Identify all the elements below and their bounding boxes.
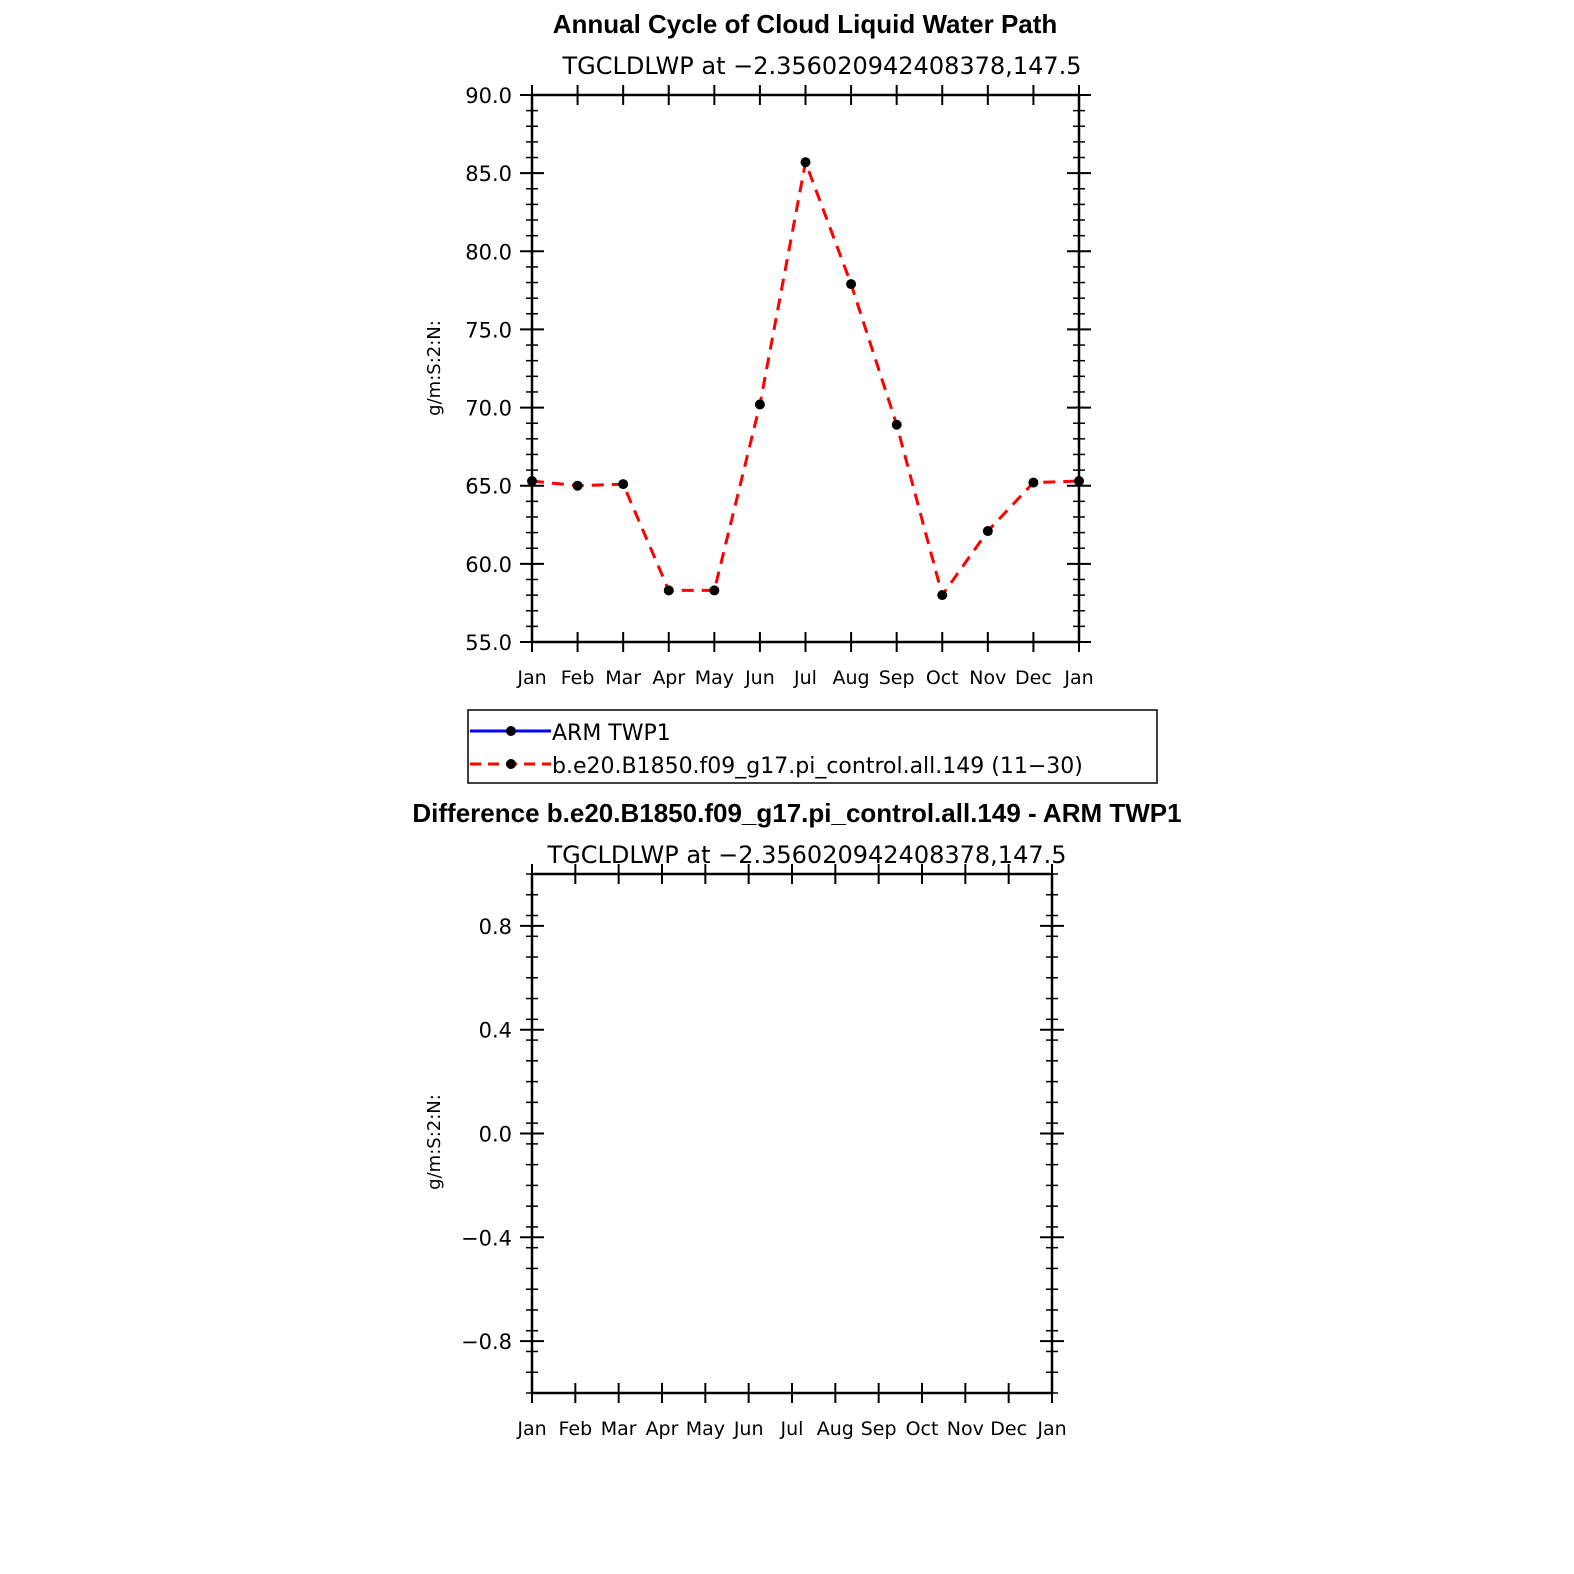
bottom-chart-x-tick-label: Jan xyxy=(517,1418,547,1440)
legend-entry-model: b.e20.B1850.f09_g17.pi_control.all.149 (11−30) xyxy=(552,754,1083,779)
top-chart-x-tick-label: Sep xyxy=(878,667,915,689)
top-chart-series-1-point xyxy=(664,585,674,595)
top-chart-series-1-point xyxy=(983,526,993,536)
bottom-chart-x-tick-label: Nov xyxy=(946,1418,984,1440)
bottom-chart-x-tick-label: Apr xyxy=(645,1418,679,1440)
bottom-chart-x-tick-label: Sep xyxy=(860,1418,897,1440)
bottom-chart-subtitle: TGCLDLWP at −2.356020942408378,147.5 xyxy=(547,841,1067,869)
top-chart-series-1-point xyxy=(709,585,719,595)
bottom-chart-x-tick-label: Aug xyxy=(816,1418,854,1440)
bottom-chart-x-tick-label: Oct xyxy=(905,1418,939,1440)
top-chart-x-tick-label: Jul xyxy=(794,667,817,689)
top-chart-x-tick-label: Nov xyxy=(969,667,1007,689)
top-chart-plot xyxy=(465,84,1093,689)
bottom-chart-frame xyxy=(532,874,1052,1393)
bottom-chart-x-tick-label: Jan xyxy=(1037,1418,1067,1440)
top-chart-x-tick-label: Jan xyxy=(517,667,547,689)
top-chart-series-1-line xyxy=(532,162,1079,595)
top-chart-series-1-point xyxy=(801,157,811,167)
top-chart-x-tick-label: Apr xyxy=(652,667,686,689)
bottom-chart-y-tick-label: 0.4 xyxy=(478,1018,512,1043)
top-chart-x-tick-label: Oct xyxy=(925,667,959,689)
top-chart-frame xyxy=(532,95,1079,642)
top-chart-series-1-point xyxy=(1074,476,1084,486)
top-chart-series-1-point xyxy=(1028,478,1038,488)
top-chart-x-tick-label: Dec xyxy=(1015,667,1052,689)
top-chart-x-tick-label: Jun xyxy=(745,667,775,689)
top-chart-x-tick-label: Mar xyxy=(605,667,642,689)
bottom-chart-y-tick-label: −0.4 xyxy=(461,1226,512,1251)
bottom-chart-y-tick-label: 0.8 xyxy=(478,914,512,939)
bottom-chart-x-tick-label: Mar xyxy=(600,1418,637,1440)
bottom-chart-plot xyxy=(461,864,1067,1440)
top-chart-y-axis-label: g/m:S:2:N: xyxy=(424,320,445,416)
top-chart-y-tick-label: 70.0 xyxy=(465,396,512,421)
top-chart-y-tick-label: 80.0 xyxy=(465,240,512,265)
bottom-chart-y-axis-label: g/m:S:2:N: xyxy=(424,1094,445,1190)
top-chart-y-tick-label: 75.0 xyxy=(465,318,512,343)
top-chart-y-tick-label: 90.0 xyxy=(465,84,512,108)
bottom-chart-x-tick-label: Dec xyxy=(990,1418,1028,1440)
top-chart-y-tick-label: 60.0 xyxy=(465,552,512,577)
top-chart-subtitle: TGCLDLWP at −2.356020942408378,147.5 xyxy=(562,52,1082,80)
legend-swatch-arm-marker xyxy=(506,726,516,736)
top-chart-x-tick-label: Feb xyxy=(560,667,595,689)
legend-entry-arm: ARM TWP1 xyxy=(552,721,671,746)
top-chart-x-tick-label: Aug xyxy=(832,667,870,689)
top-chart-x-tick-label: Jan xyxy=(1064,667,1094,689)
bottom-chart-y-tick-label: −0.8 xyxy=(461,1330,512,1355)
top-chart-x-tick-label: May xyxy=(694,667,734,689)
legend xyxy=(468,710,1157,783)
top-chart-series-1-point xyxy=(892,420,902,430)
top-chart-y-tick-label: 85.0 xyxy=(465,162,512,187)
top-chart-series-1-point xyxy=(618,479,628,489)
top-chart-y-tick-label: 55.0 xyxy=(465,631,512,655)
legend-swatch-model-marker xyxy=(506,759,516,769)
top-chart-series-1-point xyxy=(527,476,537,486)
top-chart-series-1-point xyxy=(937,590,947,600)
top-chart-y-tick-label: 65.0 xyxy=(465,474,512,499)
bottom-chart-title: Difference b.e20.B1850.f09_g17.pi_control.all.149 - ARM TWP1 xyxy=(412,798,1182,828)
top-chart-series-1-point xyxy=(755,399,765,409)
top-chart-title: Annual Cycle of Cloud Liquid Water Path xyxy=(552,9,1058,39)
bottom-chart-x-tick-label: Feb xyxy=(558,1418,593,1440)
bottom-chart-y-tick-label: 0.0 xyxy=(478,1122,512,1147)
top-chart-series-1-point xyxy=(846,279,856,289)
bottom-chart-x-tick-label: Jul xyxy=(780,1418,804,1440)
top-chart-series-1-point xyxy=(573,481,583,491)
bottom-chart-x-tick-label: May xyxy=(685,1418,725,1440)
bottom-chart-x-tick-label: Jun xyxy=(733,1418,764,1440)
